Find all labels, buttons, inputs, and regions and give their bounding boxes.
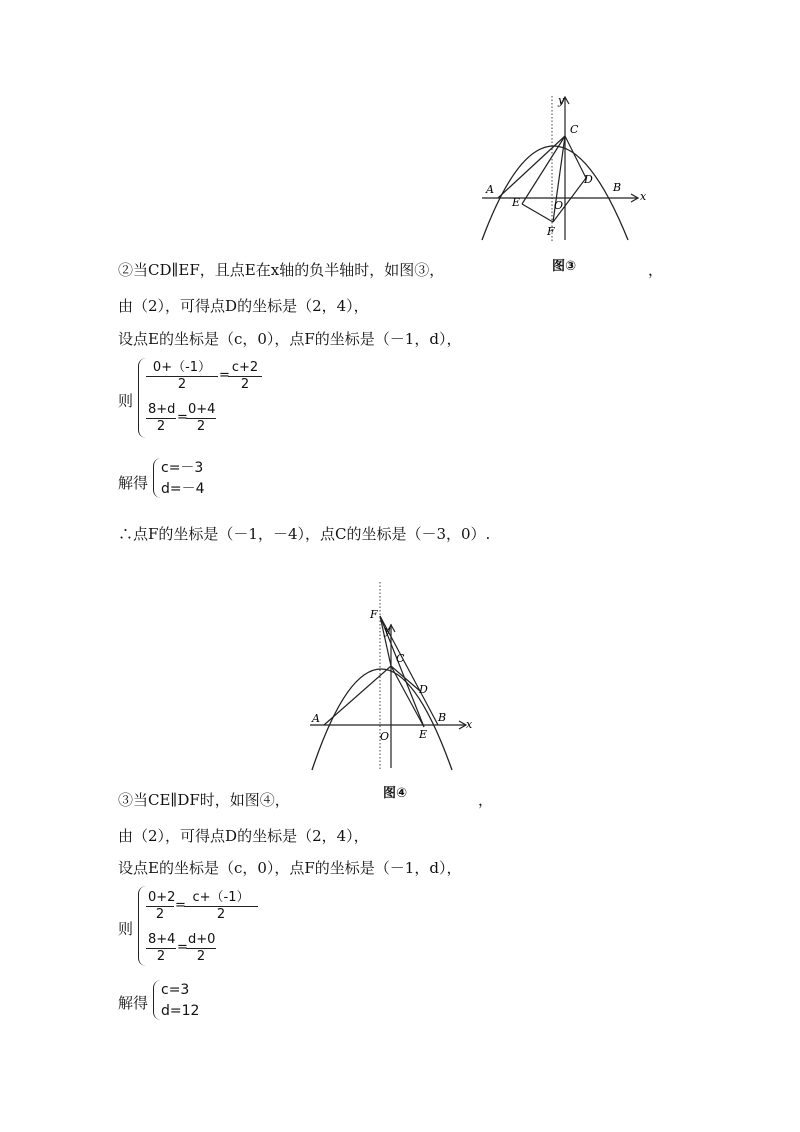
case-2-then-label: 则: [118, 392, 134, 410]
case-2-solution-d: d=－4: [161, 481, 205, 497]
case-2-eq1-left: [146, 360, 218, 393]
segment-CD: [391, 666, 420, 691]
case-3-eq1-left-num: 0+2: [148, 890, 176, 905]
parabola: [312, 669, 452, 770]
case-2-eq1-right-num: c+2: [228, 360, 262, 377]
figure-3-caption: 图③: [552, 259, 577, 274]
case-3-eq2-left-num: 8+4: [148, 932, 176, 947]
segment-DB: [420, 691, 438, 725]
case-2-solution-c: c=－3: [161, 460, 204, 476]
label-C: C: [396, 652, 405, 665]
case-2-eq2-right-num: 0+4: [188, 402, 216, 417]
segment-EF: [522, 204, 553, 222]
case-2-eq1-right: [228, 360, 262, 393]
case-2-line-ef: 设点E的坐标是（c，0），点F的坐标是（－1，d），: [118, 330, 462, 348]
label-A: A: [312, 712, 320, 725]
label-B: B: [613, 181, 622, 194]
case-2-intro: ②当CD∥EF，且点E在x轴的负半轴时，如图③，: [118, 261, 445, 279]
case-3-solve-label: 解得: [118, 994, 149, 1012]
label-F: F: [547, 225, 555, 238]
figure-4: [302, 578, 482, 774]
case-2-eq2-left: [146, 402, 176, 435]
case-3-eq1-right-num: c+（-1）: [184, 890, 258, 907]
case-3-eq2-left: [146, 932, 176, 965]
case-3-solution-c: c=3: [161, 982, 190, 998]
case-3-then-label: 则: [118, 920, 134, 938]
case-2-trailing-comma: ，: [648, 261, 664, 279]
case-2-solution-brace: [153, 458, 161, 498]
figure-3-graph: [470, 92, 650, 244]
case-3-eq2-left-den: 2: [156, 949, 166, 964]
label-A: A: [486, 183, 494, 196]
label-F: F: [370, 608, 378, 621]
case-3-eq1-left: [146, 890, 174, 923]
segment-AC: [324, 666, 391, 725]
label-D: D: [419, 683, 428, 696]
label-B: B: [438, 711, 447, 724]
case-3-eq1-left-den: 2: [155, 907, 165, 922]
case-3-eq1-right: [184, 890, 258, 923]
label-O: O: [554, 199, 564, 212]
case-3-solution-d: d=12: [161, 1003, 200, 1019]
label-x: x: [466, 718, 473, 731]
case-3-solution-brace: [153, 980, 161, 1020]
case-3-eq2-equals: =: [177, 940, 188, 955]
case-2-eq2-right-den: 2: [196, 419, 206, 434]
label-y: y: [558, 94, 565, 107]
case-3-line-d: 由（2），可得点D的坐标是（2，4），: [118, 827, 369, 845]
case-2-conclusion: ∴点F的坐标是（－1，－4），点C的坐标是（－3，0）.: [118, 525, 491, 543]
figure-4-graph: [302, 578, 482, 774]
case-2-eq1-left-num: 0+（-1）: [146, 360, 218, 377]
case-2-eq1-equals: =: [219, 368, 230, 383]
case-3-line-ef: 设点E的坐标是（c，0），点F的坐标是（－1，d），: [118, 859, 462, 877]
case-3-eq2-right-den: 2: [196, 949, 206, 964]
case-2-eq2-left-num: 8+d: [148, 402, 176, 417]
label-y: y: [384, 624, 391, 637]
case-3-trailing-comma: ，: [478, 791, 494, 809]
segment-CE: [391, 666, 424, 727]
label-O: O: [380, 730, 390, 743]
segment-CD: [565, 136, 586, 178]
case-2-eq1-right-den: 2: [240, 377, 250, 392]
figure-4-caption: 图④: [383, 786, 408, 801]
case-3-eq1-equals: =: [175, 898, 186, 913]
label-D: D: [584, 173, 593, 186]
case-3-intro: ③当CE∥DF时，如图④，: [118, 791, 290, 809]
case-2-eq2-left-den: 2: [156, 419, 166, 434]
label-C: C: [570, 123, 579, 136]
case-2-eq2-equals: =: [177, 410, 188, 425]
label-E: E: [419, 728, 428, 741]
label-x: x: [640, 190, 647, 203]
case-2-eq1-left-den: 2: [177, 377, 187, 392]
label-E: E: [512, 196, 521, 209]
case-2-eq2-right: [186, 402, 216, 435]
figure-3: [470, 92, 650, 244]
case-2-solve-label: 解得: [118, 474, 149, 492]
case-3-eq2-right: [186, 932, 216, 965]
case-3-eq1-right-den: 2: [216, 907, 226, 922]
case-3-eq2-right-num: d+0: [188, 932, 216, 947]
case-2-line-d: 由（2），可得点D的坐标是（2，4），: [118, 297, 369, 315]
